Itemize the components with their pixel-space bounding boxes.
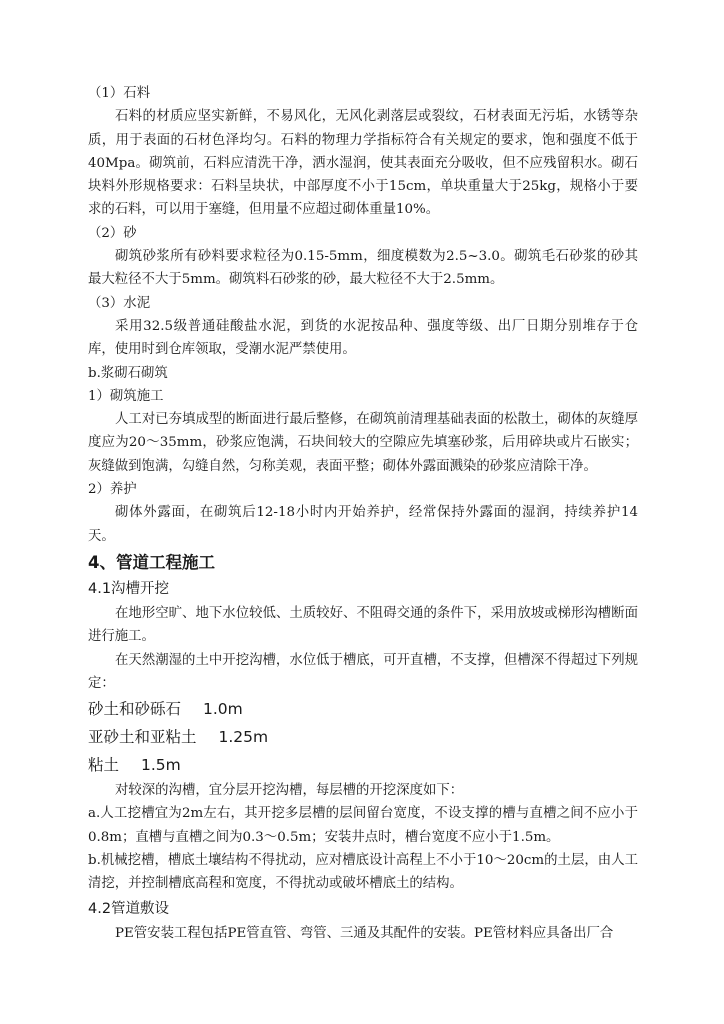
masonry-curing-paragraph: 砌体外露面，在砌筑后12-18小时内开始养护，经常保持外露面的湿润，持续养护14天。 bbox=[88, 505, 638, 544]
soil-depth: 1.0m bbox=[203, 700, 243, 719]
trench-item-b: b.机械挖槽，槽底土壤结构不得扰动，应对槽底设计高程上不小于10～20cm的土层，由人工清挖，并控制槽底高程和宽度，不得扰动或破坏槽底土的结构。 bbox=[88, 853, 638, 892]
trench-paragraph-3: 对较深的沟槽，宜分层开挖沟槽，每层槽的开挖深度如下： bbox=[115, 783, 464, 799]
soil-name: 粘土 bbox=[88, 756, 120, 775]
soil-depth: 1.5m bbox=[141, 756, 181, 775]
stone-heading: （1）石料 bbox=[88, 86, 151, 101]
soil-depth-row bbox=[88, 723, 638, 751]
cement-heading: （3）水泥 bbox=[88, 295, 151, 311]
sand-paragraph: 砌筑砂浆所有砂料要求粒径为0.15-5mm，细度模数为2.5~3.0。砌筑毛石砂浆的砂其最大粒径不大于5mm。砌筑料石砂浆的砂，最大粒径不大于2.5mm。 bbox=[88, 249, 638, 288]
document-body bbox=[88, 82, 638, 945]
masonry-construction-heading: 1）砌筑施工 bbox=[88, 388, 164, 404]
soil-name: 砂土和砂砾石 bbox=[88, 700, 182, 719]
pipeline-section-title: 4、管道工程施工 bbox=[88, 552, 215, 572]
soil-depth-row bbox=[88, 695, 638, 723]
masonry-heading: b.浆砌石砌筑 bbox=[88, 365, 168, 381]
masonry-construction-paragraph: 人工对已夯填成型的断面进行最后整修，在砌筑前清理基础表面的松散土，砌体的灰缝厚度应为20～35mm，砂浆应饱满，石块间较大的空隙应先填塞砂浆，后用碎块或片石嵌实；灰缝做到饱满，勾缝自然，匀称美观，表面平整；砌体外露面溅染的砂浆应清除干净。 bbox=[88, 412, 638, 474]
laying-paragraph-1: PE管安装工程包括PE管直管、弯管、三通及其配件的安装。PE管材料应具备出厂合 bbox=[115, 925, 614, 941]
soil-depth: 1.25m bbox=[218, 728, 269, 747]
cement-paragraph: 采用32.5级普通硅酸盐水泥，到货的水泥按品种、强度等级、出厂日期分别堆存于仓库，使用时到仓库领取，受潮水泥严禁使用。 bbox=[88, 318, 638, 358]
stone-paragraph: 石料的材质应坚实新鲜，不易风化，无风化剥落层或裂纹，石材表面无污垢，水锈等杂质，用于表面的石材色泽均匀。石料的物理力学指标符合有关规定的要求，饱和强度不低于40Mpa。砌筑前，石料应清洗干净，洒水湿润，使其表面充分吸收，但不应残留积水。砌石块料外形规格要求：石料呈块状，中部厚度不小于15cm，单块重量大于25kg，规格小于要求的石料，可以用于塞缝，但用量不应超过砌体重量10%。 bbox=[88, 109, 638, 218]
trench-paragraph-2: 在天然潮湿的土中开挖沟槽，水位低于槽底，可开直槽，不支撑，但槽深不得超过下列规定： bbox=[88, 652, 638, 691]
trench-section-title: 4.1沟槽开挖 bbox=[88, 580, 170, 597]
soil-depth-row bbox=[88, 751, 638, 779]
trench-item-a: a.人工挖槽宜为2m左右，其开挖多层槽的层间留台宽度，不设支撑的槽与直槽之间不应小于0.8m；直槽与直槽之间为0.3～0.5m；安装井点时，槽台宽度不应小于1.5m。 bbox=[88, 806, 638, 845]
soil-name: 亚砂土和亚粘土 bbox=[88, 728, 197, 747]
masonry-curing-heading: 2）养护 bbox=[88, 482, 137, 498]
sand-heading: （2）砂 bbox=[88, 225, 137, 241]
trench-paragraph-1: 在地形空旷、地下水位较低、土质较好、不阻碍交通的条件下，采用放坡或梯形沟槽断面进行施工。 bbox=[88, 605, 638, 645]
laying-section-title: 4.2管道敷设 bbox=[88, 900, 170, 917]
